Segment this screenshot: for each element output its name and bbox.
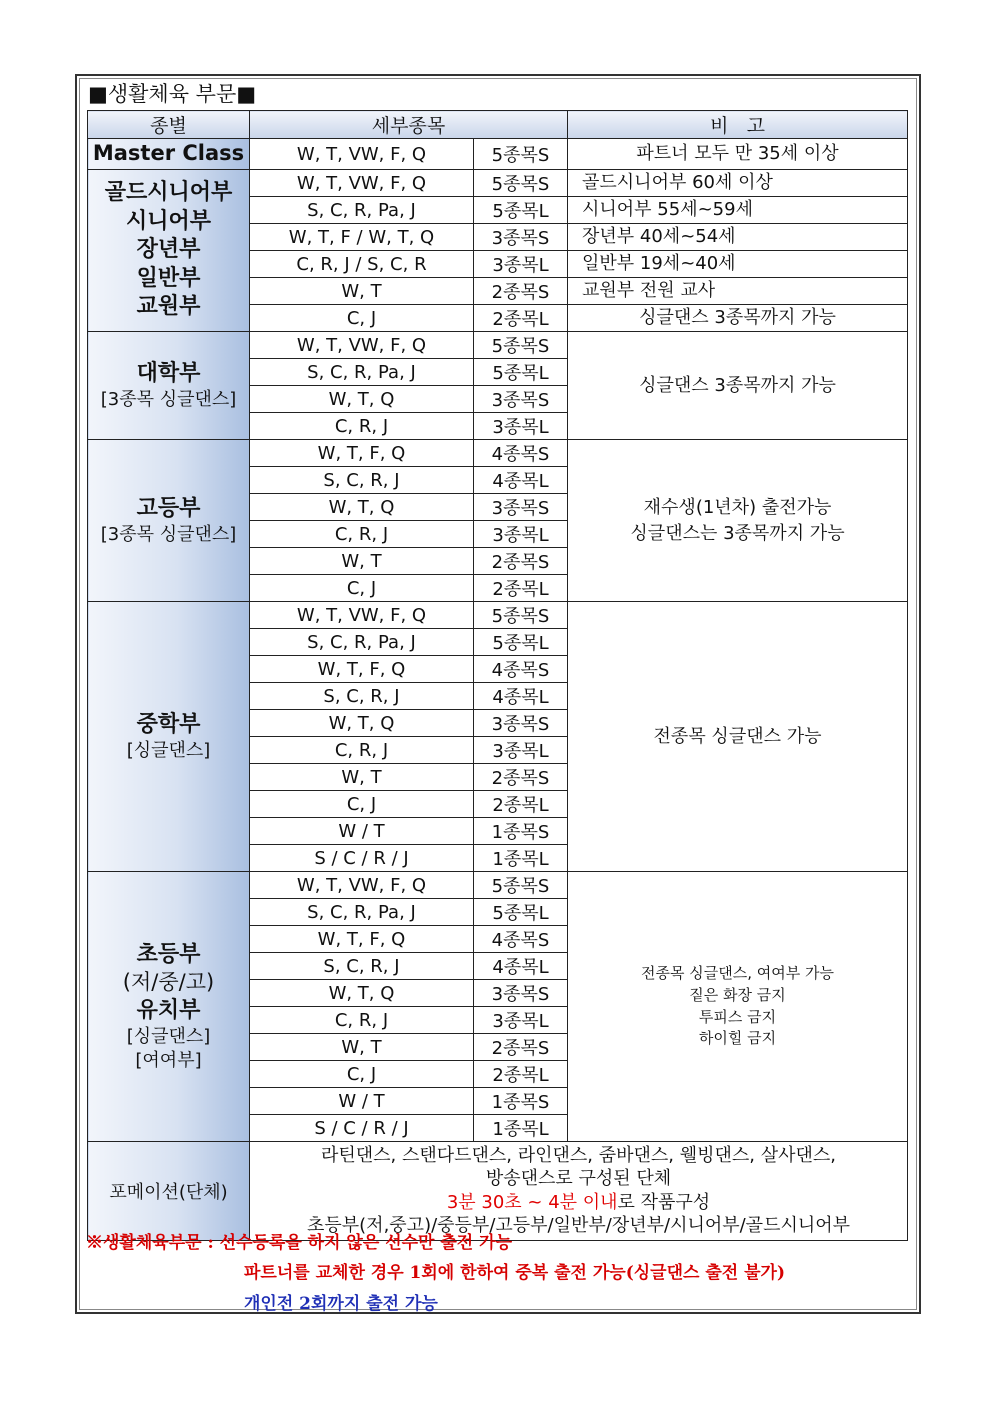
event-count: 2종목L xyxy=(474,575,568,602)
event-count: 1종목S xyxy=(474,818,568,845)
senior-note: 골드시니어부 60세 이상 xyxy=(568,170,908,197)
table-row xyxy=(88,332,908,359)
division-sub: [3종목 싱글댄스] xyxy=(100,389,237,411)
event-list: W / T xyxy=(250,818,474,845)
event-count: 3종목L xyxy=(474,521,568,548)
event-list: S, C, R, Pa, J xyxy=(250,629,474,656)
event-count: 4종목L xyxy=(474,953,568,980)
formation-time-rest: 로 작품구성 xyxy=(617,1191,711,1213)
formation-desc xyxy=(250,1142,908,1241)
formation-time-line xyxy=(250,1191,907,1214)
event-count: 5종목S xyxy=(474,170,568,197)
senior-group-label xyxy=(88,170,250,332)
note-line: 짙은 화장 금지 xyxy=(689,985,786,1004)
event-count: 2종목S xyxy=(474,278,568,305)
event-list: C, J xyxy=(250,1061,474,1088)
note-line: 전종목 싱글댄스, 여여부 가능 xyxy=(641,964,834,982)
event-count: 5종목S xyxy=(474,139,568,170)
event-list: S, C, R, Pa, J xyxy=(250,899,474,926)
event-list: S / C / R / J xyxy=(250,1115,474,1142)
event-count: 5종목L xyxy=(474,197,568,224)
event-list: W, T, VW, F, Q xyxy=(250,872,474,899)
division-name: 시니어부 xyxy=(125,208,211,234)
division-sub: [싱글댄스] xyxy=(126,740,211,762)
note-line: 하이힐 금지 xyxy=(698,1029,777,1048)
division-name: 일반부 xyxy=(136,265,201,291)
event-list: C, R, J xyxy=(250,413,474,440)
event-list: W, T, VW, F, Q xyxy=(250,602,474,629)
event-list: S, C, R, J xyxy=(250,683,474,710)
event-count: 4종목S xyxy=(474,926,568,953)
event-table xyxy=(87,110,908,1241)
event-list: W, T, Q xyxy=(250,386,474,413)
event-count: 5종목L xyxy=(474,899,568,926)
elementary-group-label xyxy=(88,872,250,1142)
event-count: 5종목S xyxy=(474,872,568,899)
event-count: 4종목S xyxy=(474,440,568,467)
event-count: 2종목L xyxy=(474,305,568,332)
event-count: 5종목L xyxy=(474,629,568,656)
formation-line: 초등부(저,중고)/중등부/고등부/일반부/장년부/시니어부/골드시니어부 xyxy=(307,1215,851,1237)
division-name: 교원부 xyxy=(136,294,201,320)
event-count: 4종목L xyxy=(474,467,568,494)
event-count: 3종목L xyxy=(474,1007,568,1034)
note-line: 싱글댄스는 3종목까지 가능 xyxy=(630,522,845,544)
header-events: 세부종목 xyxy=(250,111,568,139)
event-list: W, T xyxy=(250,548,474,575)
event-count: 1종목L xyxy=(474,1115,568,1142)
table-row xyxy=(88,440,908,467)
event-list: S, C, R, Pa, J xyxy=(250,359,474,386)
division-name: 고등부 xyxy=(136,495,201,521)
event-count: 3종목S xyxy=(474,386,568,413)
table-row xyxy=(88,170,908,197)
footnote-2: 파트너를 교체한 경우 1회에 한하여 중복 출전 가능(싱글댄스 출전 불가) xyxy=(244,1263,785,1283)
footnote-3: 개인전 2회까지 출전 가능 xyxy=(244,1294,438,1314)
event-list: S, C, R, Pa, J xyxy=(250,197,474,224)
event-list: W, T, Q xyxy=(250,980,474,1007)
event-list: C, J xyxy=(250,791,474,818)
event-count: 2종목S xyxy=(474,764,568,791)
event-list: C, R, J / S, C, R xyxy=(250,251,474,278)
event-list: S / C / R / J xyxy=(250,845,474,872)
event-list: W, T, F, Q xyxy=(250,926,474,953)
event-list: S, C, R, J xyxy=(250,953,474,980)
division-name: 유치부 xyxy=(136,997,201,1023)
event-list: W, T, F / W, T, Q xyxy=(250,224,474,251)
event-list: W, T, F, Q xyxy=(250,656,474,683)
event-count: 3종목S xyxy=(474,494,568,521)
division-name: 대학부 xyxy=(136,360,201,386)
event-list: C, R, J xyxy=(250,737,474,764)
event-count: 3종목L xyxy=(474,737,568,764)
event-count: 5종목S xyxy=(474,602,568,629)
section-title: ■생활체육 부문■ xyxy=(88,82,257,106)
event-list: C, J xyxy=(250,305,474,332)
division-sub: [여여부] xyxy=(135,1049,202,1071)
division-sub: [싱글댄스] xyxy=(126,1026,211,1048)
event-count: 2종목L xyxy=(474,791,568,818)
event-count: 4종목L xyxy=(474,683,568,710)
event-list: C, R, J xyxy=(250,1007,474,1034)
event-count: 3종목S xyxy=(474,710,568,737)
event-count: 2종목L xyxy=(474,1061,568,1088)
university-note: 싱글댄스 3종목까지 가능 xyxy=(568,332,908,440)
division-name: 골드시니어부 xyxy=(104,180,233,206)
event-list: W, T, Q xyxy=(250,710,474,737)
event-count: 1종목S xyxy=(474,1088,568,1115)
middle-note: 전종목 싱글댄스 가능 xyxy=(568,602,908,872)
event-list: W, T, VW, F, Q xyxy=(250,139,474,170)
event-list: W, T, Q xyxy=(250,494,474,521)
senior-note: 교원부 전원 교사 xyxy=(568,278,908,305)
event-count: 2종목S xyxy=(474,548,568,575)
event-count: 3종목S xyxy=(474,980,568,1007)
senior-note: 장년부 40세~54세 xyxy=(568,224,908,251)
event-count: 3종목L xyxy=(474,251,568,278)
division-name: 장년부 xyxy=(136,237,201,263)
formation-time-red: 3분 30초 ~ 4분 이내 xyxy=(446,1191,618,1213)
master-note: 파트너 모두 만 35세 이상 xyxy=(568,139,908,170)
event-count: 3종목S xyxy=(474,224,568,251)
table-row xyxy=(88,602,908,629)
event-count: 3종목L xyxy=(474,413,568,440)
event-count: 1종목L xyxy=(474,845,568,872)
elementary-note xyxy=(568,872,908,1142)
event-list: W, T, F, Q xyxy=(250,440,474,467)
event-list: W, T xyxy=(250,764,474,791)
formation-line: 라틴댄스, 스탠다드댄스, 라인댄스, 줌바댄스, 웰빙댄스, 살사댄스, xyxy=(320,1145,837,1166)
high-group-label xyxy=(88,440,250,602)
note-line: 재수생(1년차) 출전가능 xyxy=(643,497,832,519)
senior-note: 일반부 19세~40세 xyxy=(568,251,908,278)
event-list: W, T xyxy=(250,1034,474,1061)
footnote-1: ※생활체육부문 : 선수등록을 하지 않은 선수만 출전 가능 xyxy=(86,1233,512,1253)
table-row xyxy=(88,872,908,899)
event-list: W / T xyxy=(250,1088,474,1115)
header-category: 종별 xyxy=(88,111,250,139)
formation-line: 방송댄스로 구성된 단체 xyxy=(485,1168,672,1190)
table-row xyxy=(88,1142,908,1241)
middle-group-label xyxy=(88,602,250,872)
university-group-label xyxy=(88,332,250,440)
high-note xyxy=(568,440,908,602)
division-name: 초등부 xyxy=(136,941,201,967)
master-class-label: Master Class xyxy=(88,139,250,170)
senior-note: 싱글댄스 3종목까지 가능 xyxy=(568,305,908,332)
division-sub: [3종목 싱글댄스] xyxy=(100,524,237,546)
senior-note: 시니어부 55세~59세 xyxy=(568,197,908,224)
division-sub: (저/중/고) xyxy=(122,970,215,995)
division-name: 중학부 xyxy=(136,711,201,737)
header-note: 비 고 xyxy=(568,111,908,139)
event-count: 2종목S xyxy=(474,1034,568,1061)
event-list: W, T xyxy=(250,278,474,305)
formation-label: 포메이션(단체) xyxy=(88,1142,250,1241)
event-list: C, J xyxy=(250,575,474,602)
event-count: 5종목L xyxy=(474,359,568,386)
event-list: S, C, R, J xyxy=(250,467,474,494)
event-count: 4종목S xyxy=(474,656,568,683)
event-count: 5종목S xyxy=(474,332,568,359)
event-list: C, R, J xyxy=(250,521,474,548)
event-list: W, T, VW, F, Q xyxy=(250,332,474,359)
event-list: W, T, VW, F, Q xyxy=(250,170,474,197)
note-line: 투피스 금지 xyxy=(698,1007,777,1026)
